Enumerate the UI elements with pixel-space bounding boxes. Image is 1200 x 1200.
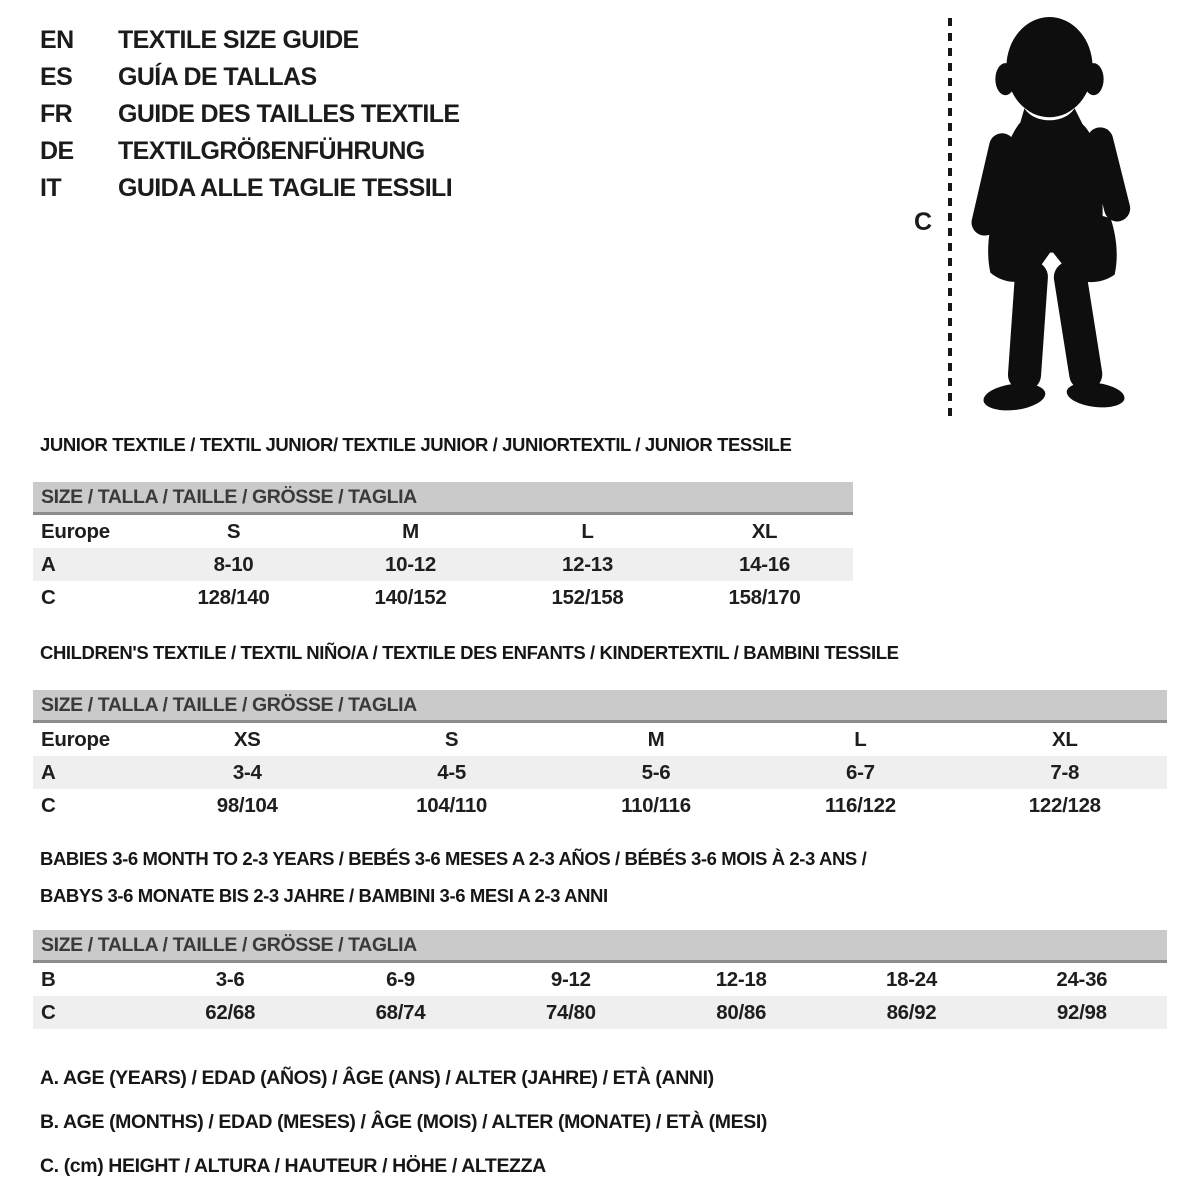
footnote-b: B. AGE (MONTHS) / EDAD (MESES) / ÂGE (MOIS) / ALTER (MONATE) / ETÀ (MESI)	[40, 1111, 767, 1133]
language-row	[40, 59, 460, 96]
column-header-cell: M	[647, 727, 665, 751]
table-row	[33, 963, 1167, 996]
table-cell: 14-16	[739, 552, 790, 576]
table-cell: 104/110	[416, 793, 488, 817]
table-header-row	[33, 515, 853, 548]
table-cell: 122/128	[1028, 793, 1101, 817]
footnote-a: A. AGE (YEARS) / EDAD (AÑOS) / ÂGE (ANS) / ALTER (JAHRE) / ETÀ (ANNI)	[40, 1067, 714, 1089]
language-title: GUIDA ALLE TAGLIE TESSILI	[118, 174, 453, 202]
size-header-bar: SIZE / TALLA / TAILLE / GRÖSSE / TAGLIA	[33, 482, 853, 515]
column-header-cell: XL	[751, 519, 778, 543]
language-code: ES	[40, 63, 73, 91]
language-code: EN	[40, 26, 74, 54]
row-label: A	[41, 552, 56, 576]
row-label: C	[41, 1000, 56, 1024]
table-cell: 6-7	[846, 760, 875, 784]
footnote-c: C. (cm) HEIGHT / ALTURA / HAUTEUR / HÖHE / ALTEZZA	[40, 1155, 546, 1177]
row-label: Europe	[41, 519, 110, 543]
column-header-cell: L	[581, 519, 594, 543]
table-row	[33, 548, 853, 581]
size-table	[33, 723, 1167, 822]
language-title: TEXTILGRÖßENFÜHRUNG	[118, 137, 425, 165]
table-cell: 10-12	[385, 552, 436, 576]
language-list	[40, 22, 460, 207]
table-cell: 98/104	[216, 793, 278, 817]
language-title: TEXTILE SIZE GUIDE	[118, 26, 359, 54]
table-row	[33, 756, 1167, 789]
column-header-cell: S	[226, 519, 241, 543]
table-cell: 92/98	[1056, 1000, 1107, 1024]
table-cell: 86/92	[886, 1000, 937, 1024]
language-row	[40, 96, 460, 133]
section-title-line: CHILDREN'S TEXTILE / TEXTIL NIÑO/A / TEXTILE DES ENFANTS / KINDERTEXTIL / BAMBINI TESSILE	[40, 642, 899, 663]
size-table	[33, 963, 1167, 1029]
table-row	[33, 789, 1167, 822]
column-header-cell: S	[444, 727, 459, 751]
table-cell: 9-12	[550, 967, 591, 991]
size-header-bar: SIZE / TALLA / TAILLE / GRÖSSE / TAGLIA	[33, 690, 1167, 723]
column-header-cell: XS	[233, 727, 261, 751]
size-header-bar: SIZE / TALLA / TAILLE / GRÖSSE / TAGLIA	[33, 930, 1167, 963]
height-measure-dashed-line	[948, 18, 952, 416]
language-row	[40, 133, 460, 170]
table-cell: 158/170	[728, 585, 801, 609]
section-title-line: BABYS 3-6 MONATE BIS 2-3 JAHRE / BAMBINI 3-6 MESI A 2-3 ANNI	[40, 885, 608, 906]
table-cell: 12-13	[562, 552, 613, 576]
language-code: FR	[40, 100, 73, 128]
table-header-row	[33, 723, 1167, 756]
table-cell: 7-8	[1050, 760, 1080, 784]
table-cell: 128/140	[197, 585, 270, 609]
section-title	[33, 840, 1167, 914]
footnotes	[40, 1056, 767, 1188]
table-cell: 110/116	[621, 793, 691, 817]
height-measure-label: C	[914, 208, 933, 236]
column-header-cell: M	[402, 519, 419, 543]
table-cell: 140/152	[374, 585, 447, 609]
section-title	[33, 642, 1167, 664]
table-cell: 80/86	[716, 1000, 767, 1024]
column-header-cell: XL	[1051, 727, 1078, 751]
language-code: DE	[40, 137, 74, 165]
table-row	[33, 581, 853, 614]
row-label: A	[41, 760, 56, 784]
table-cell: 3-4	[232, 760, 262, 784]
section-title	[33, 434, 853, 456]
language-title: GUÍA DE TALLAS	[118, 63, 317, 91]
language-title: GUIDE DES TAILLES TEXTILE	[118, 100, 460, 128]
table-cell: 152/158	[551, 585, 624, 609]
section-title-line: JUNIOR TEXTILE / TEXTIL JUNIOR/ TEXTILE JUNIOR / JUNIORTEXTIL / JUNIOR TESSILE	[40, 434, 792, 455]
table-cell: 68/74	[375, 1000, 426, 1024]
baby-silhouette-image	[963, 12, 1141, 418]
row-label: C	[41, 793, 56, 817]
junior-textile-section	[33, 434, 853, 614]
table-cell: 74/80	[545, 1000, 596, 1024]
row-label: B	[41, 967, 56, 991]
table-cell: 18-24	[886, 967, 937, 991]
table-cell: 3-6	[215, 967, 245, 991]
table-cell: 5-6	[641, 760, 671, 784]
table-cell: 62/68	[205, 1000, 256, 1024]
table-cell: 6-9	[386, 967, 415, 991]
babies-textile-section	[33, 840, 1167, 1029]
table-row	[33, 996, 1167, 1029]
row-label: C	[41, 585, 56, 609]
table-cell: 24-36	[1056, 967, 1108, 991]
row-label: Europe	[41, 727, 110, 751]
language-row	[40, 170, 460, 207]
table-cell: 4-5	[437, 760, 466, 784]
table-cell: 12-18	[715, 967, 767, 991]
table-cell: 8-10	[213, 552, 254, 576]
language-code: IT	[40, 174, 62, 202]
language-row	[40, 22, 460, 59]
column-header-cell: L	[854, 727, 867, 751]
table-cell: 116/122	[824, 793, 896, 817]
size-table	[33, 515, 853, 614]
section-title-line: BABIES 3-6 MONTH TO 2-3 YEARS / BEBÉS 3-6 MESES A 2-3 AÑOS / BÉBÉS 3-6 MOIS À 2-3 ANS /	[40, 848, 867, 869]
children-textile-section	[33, 642, 1167, 822]
